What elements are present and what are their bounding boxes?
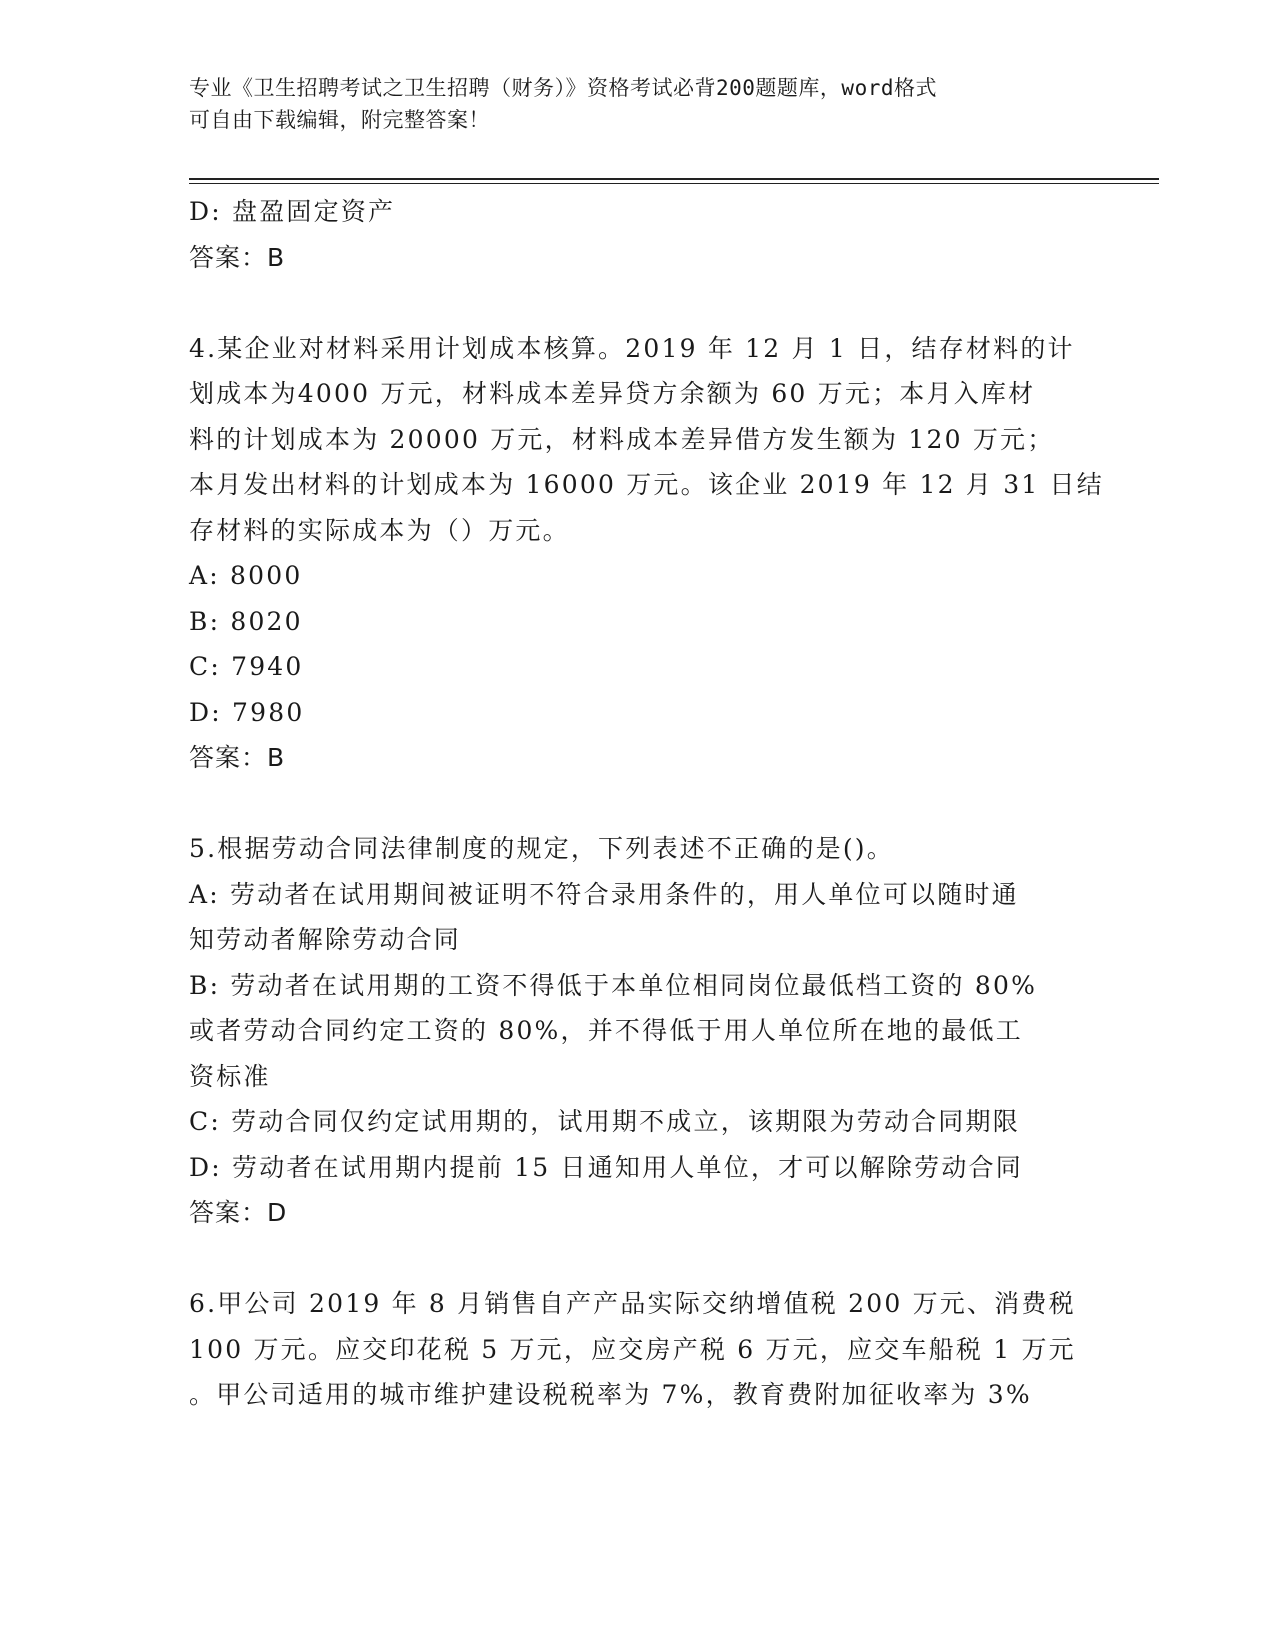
q5-option-line: 资标准 bbox=[189, 1061, 271, 1091]
q4-text-line: 本月发出材料的计划成本为 16000 万元。该企业 2019 年 12 月 31 日结 bbox=[189, 470, 1104, 499]
q5-text: 5.根据劳动合同法律制度的规定，下列表述不正确的是()。 bbox=[189, 834, 894, 863]
question-4 bbox=[189, 326, 1104, 781]
document-header bbox=[189, 72, 1069, 136]
question-6 bbox=[189, 1281, 1089, 1418]
q3-answer: 答案：B bbox=[189, 242, 286, 272]
q4-text-line: 4.某企业对材料采用计划成本核算。2019 年 12 月 1 日，结存材料的计 bbox=[189, 333, 1075, 363]
q5-option-line: B: 劳动者在试用期的工资不得低于本单位相同岗位最低档工资的 80% bbox=[189, 970, 1038, 1000]
q4-text-line: 划成本为4000 万元，材料成本差异贷方余额为 60 万元；本月入库材 bbox=[189, 379, 1036, 408]
header-divider-thick bbox=[189, 178, 1159, 180]
spacer bbox=[189, 1236, 1089, 1282]
q5-option-line: A: 劳动者在试用期间被证明不符合录用条件的，用人单位可以随时通 bbox=[189, 879, 1019, 909]
q4-answer: 答案：B bbox=[189, 743, 286, 772]
q4-option-a: A: 8000 bbox=[189, 561, 303, 590]
q5-answer: 答案：D bbox=[189, 1198, 288, 1227]
document-body bbox=[189, 189, 1104, 1418]
q4-option-c: C: 7940 bbox=[189, 652, 304, 681]
q5-option-line: C: 劳动合同仅约定试用期的，试用期不成立，该期限为劳动合同期限 bbox=[189, 1107, 1020, 1136]
q4-option-b: B: 8020 bbox=[189, 606, 303, 636]
q3-option-d: D: 盘盈固定资产 bbox=[189, 197, 396, 226]
header-line-2: 可自由下载编辑，附完整答案！ bbox=[189, 108, 490, 132]
header-line-1: 专业《卫生招聘考试之卫生招聘（财务）》资格考试必背200题题库，word格式 bbox=[189, 76, 937, 100]
q4-text-line: 料的计划成本为 20000 万元，材料成本差异借方发生额为 120 万元； bbox=[189, 424, 1055, 454]
header-divider-thin bbox=[189, 183, 1159, 184]
q6-text-line: 。甲公司适用的城市维护建设税税率为 7%，教育费附加征收率为 3% bbox=[189, 1380, 1032, 1409]
q6-text-line: 6.甲公司 2019 年 8 月销售自产产品实际交纳增值税 200 万元、消费税 bbox=[189, 1289, 1076, 1318]
spacer bbox=[189, 280, 1089, 326]
q5-option-line: D: 劳动者在试用期内提前 15 日通知用人单位，才可以解除劳动合同 bbox=[189, 1152, 1023, 1182]
question-5 bbox=[189, 826, 1089, 1236]
q4-option-d: D: 7980 bbox=[189, 697, 305, 727]
q4-text-line: 存材料的实际成本为（）万元。 bbox=[189, 515, 570, 545]
spacer bbox=[189, 781, 1089, 827]
q5-option-line: 或者劳动合同约定工资的 80%，并不得低于用人单位所在地的最低工 bbox=[189, 1016, 1023, 1045]
q6-text-line: 100 万元。应交印花税 5 万元，应交房产税 6 万元，应交车船税 1 万元 bbox=[189, 1334, 1076, 1364]
q5-option-line: 知劳动者解除劳动合同 bbox=[189, 925, 462, 954]
